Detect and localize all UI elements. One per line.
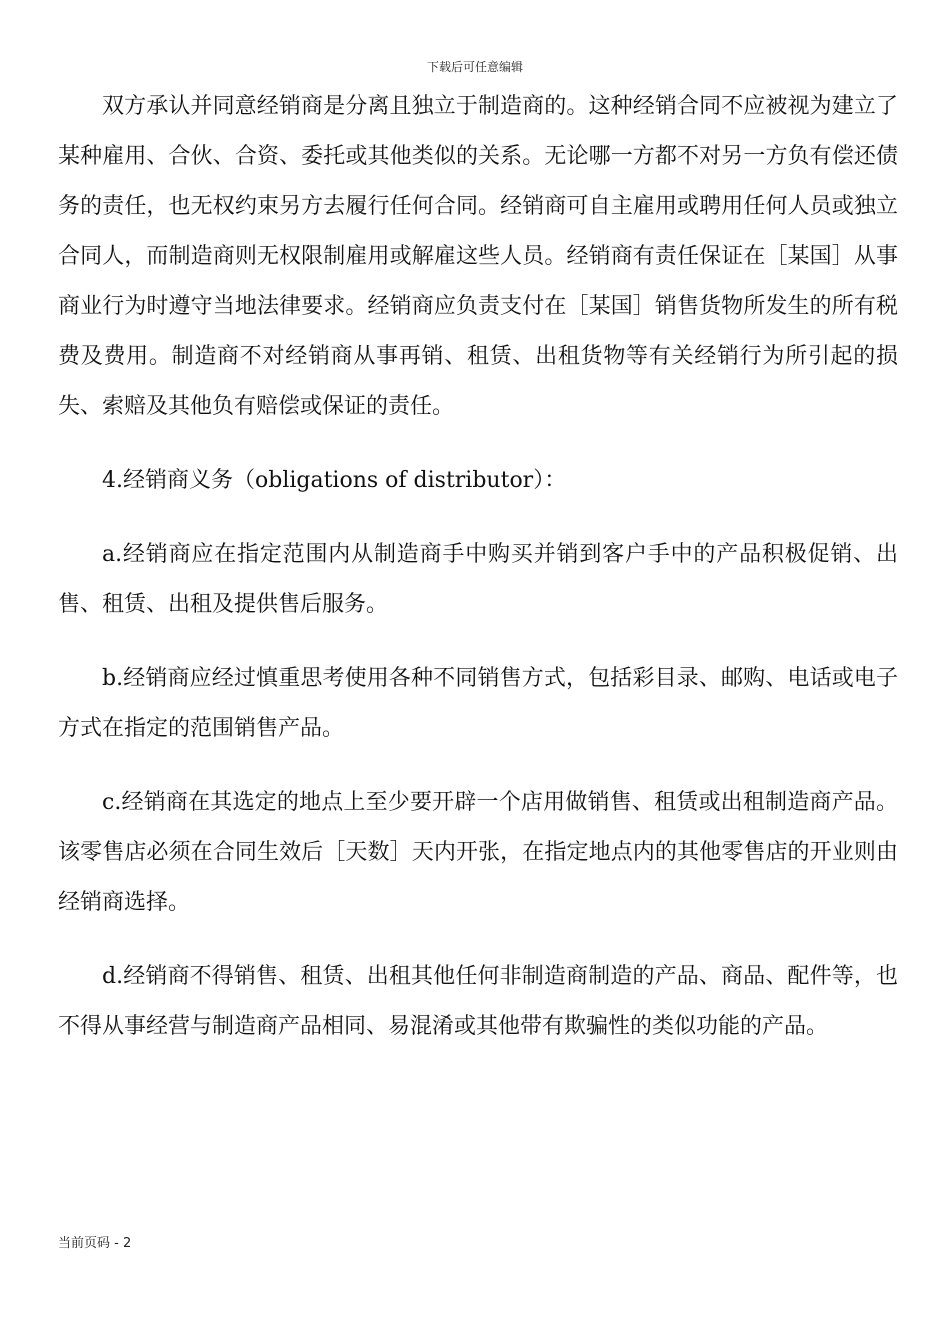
paragraph-independence: 双方承认并同意经销商是分离且独立于制造商的。这种经销合同不应被视为建立了某种雇用、合伙、合资、委托或其他类似的关系。无论哪一方都不对另一方负有偿还债务的责任，也无权约束另方去履行任何合同。经销商可自主雇用或聘用任何人员或独立合同人，而制造商则无权限制雇用或解雇这些人员。经销商有责任保证在［某国］从事商业行为时遵守当地法律要求。经销商应负责支付在［某国］销售货物所发生的所有税费及费用。制造商不对经销商从事再销、租赁、出租货物等有关经销行为所引起的损失、索赔及其他负有赔偿或保证的责任。 — [58, 94, 898, 419]
paragraph-gap — [58, 754, 898, 778]
paragraph-gap — [58, 506, 898, 530]
page-number-footer: 当前页码 - 2 — [58, 1236, 132, 1251]
clause-c: c.经销商在其选定的地点上至少要开辟一个店用做销售、租赁或出租制造商产品。该零售店必须在合同生效后［天数］天内开张，在指定地点内的其他零售店的开业则由经销商选择。 — [58, 790, 898, 915]
clause-b: b.经销商应经过慎重思考使用各种不同销售方式，包括彩目录、邮购、电话或电子方式在指定的范围销售产品。 — [58, 666, 898, 741]
paragraph-gap — [58, 630, 898, 654]
clause-d: d.经销商不得销售、租赁、出租其他任何非制造商制造的产品、商品、配件等，也不得从事经营与制造商产品相同、易混淆或其他带有欺骗性的类似功能的产品。 — [58, 964, 898, 1039]
document-body — [58, 82, 898, 1052]
paragraph-gap — [58, 432, 898, 456]
section-heading-obligations: 4.经销商义务（obligations of distributor）： — [102, 468, 567, 493]
page-header: 下载后可任意编辑 — [426, 60, 523, 74]
paragraph-gap — [58, 928, 898, 952]
clause-a: a.经销商应在指定范围内从制造商手中购买并销到客户手中的产品积极促销、出售、租赁、出租及提供售后服务。 — [58, 542, 898, 617]
